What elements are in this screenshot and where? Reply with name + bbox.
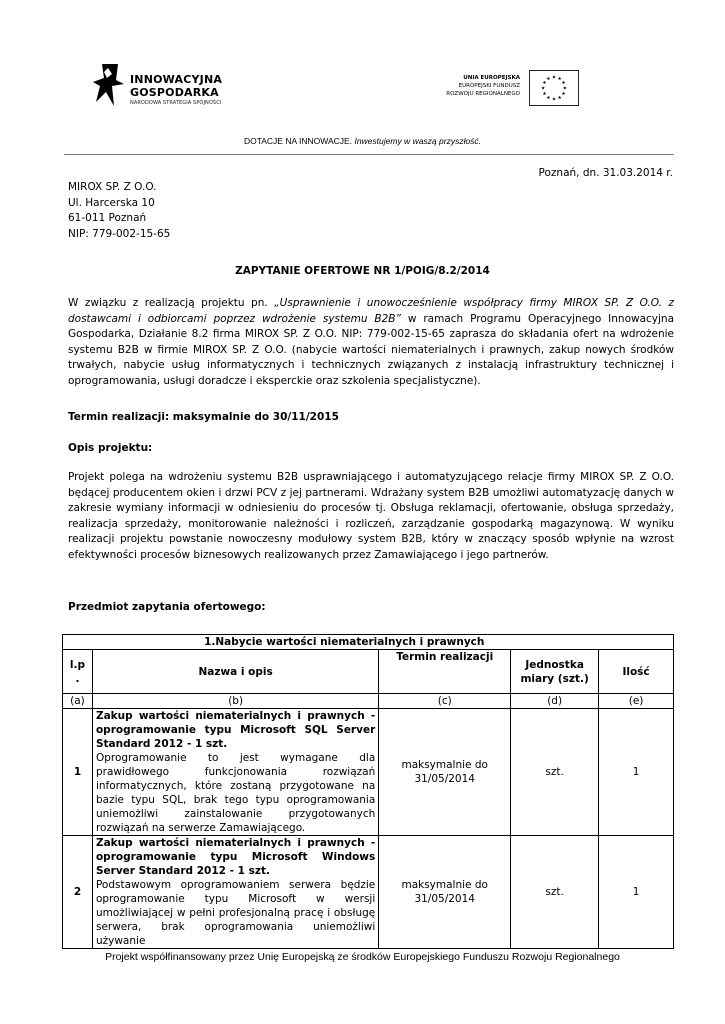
svg-text:★: ★ (546, 76, 551, 82)
row-name-cell (92, 836, 378, 949)
table-section-title: 1.Nabycie wartości niematerialnych i prawnych (92, 635, 673, 650)
svg-text:★: ★ (557, 76, 562, 82)
subject-heading: Przedmiot zapytania ofertowego: (68, 601, 266, 613)
row-lp: 1 (63, 709, 93, 836)
tagline-plain: DOTACJE NA INNOWACJE. (243, 136, 355, 146)
deadline-heading: Termin realizacji: maksymalnie do 30/11/2015 (68, 411, 339, 423)
row-title: Zakup wartości niematerialnych i prawnych - oprogramowanie typu Microsoft SQL Server Standard 2012 - 1 szt. (95, 710, 376, 750)
eu-logo-line3: ROZWOJU REGIONALNEGO (446, 91, 520, 97)
sender-street: Ul. Harcerska 10 (68, 196, 155, 209)
page-footer: Projekt współfinansowany przez Unię Europejską ze środków Europejskiego Funduszu Rozwoju Regionalnego (105, 951, 620, 963)
row-description: Oprogramowanie to jest wymagane dla prawidłowego funkcjonowania rozwiązań informatycznych, które zostaną przygotowane na bazie typu SQL, brak tego typu oprogramowania uniemożliwi zainstalowanie przygotowanych rozwiązań na serwerze Zamawiającego. (95, 752, 376, 834)
description-paragraph: Projekt polega na wdrożeniu systemu B2B usprawniającego i automatyzującego relacje firmy MIROX SP. Z O.O. będącej producentem okien i drzwi PCV z jej partnerami. Wdrażany system B2B umożliwi automatyzację danych w zakresie wymiany informacji w odniesieniu do procesów tj. Obsługa reklamacji, ofertowanie, obsługa sprzedaży, realizacja sprzedaży, monitorowanie należności i rozliczeń, zarządzanie gospodarką magazynową. W wyniku realizacji projektu powstanie nowoczesny modułowy system B2B, który w znaczący sposób wpłynie na wzrost efektywności procesów biznesowych realizowanych przez Zamawiającego i jego partnerów. (68, 471, 674, 561)
header-divider (64, 154, 674, 155)
row-unit: szt. (511, 709, 599, 836)
row-term-text: maksymalnie do 31/05/2014 (401, 759, 488, 785)
svg-text:★: ★ (541, 86, 546, 92)
intro-paragraph (68, 296, 674, 389)
svg-text:★: ★ (542, 80, 547, 86)
header-unit (511, 650, 599, 694)
eu-flag-icon (529, 70, 579, 106)
table-header-row (63, 650, 674, 694)
document-title: ZAPYTANIE OFERTOWE NR 1/POIG/8.2/2014 (235, 265, 490, 277)
eu-logo (420, 70, 580, 114)
row-lp: 2 (63, 836, 93, 949)
ig-logo-line3: NARODOWA STRATEGIA SPÓJNOŚCI (130, 100, 222, 106)
eu-logo-text (420, 74, 520, 98)
intro-project-name: „Usprawnienie i unowocześnienie współpracy firmy MIROX SP. Z O.O. z dostawcami i odbiorcami poprzez wdrożenie systemu B2B” (68, 297, 674, 325)
header-qty: Ilość (599, 650, 674, 694)
ig-logo-line1: INNOWACYJNA (130, 73, 223, 86)
sender-address (68, 180, 170, 242)
row-qty: 1 (599, 836, 674, 949)
row-term-text: maksymalnie do 31/05/2014 (401, 879, 488, 905)
header-lp-text: l.p . (69, 658, 86, 685)
header-term: Termin realizacji (379, 650, 511, 694)
svg-text:★: ★ (557, 95, 562, 101)
eu-logo-line2: EUROPEJSKI FUNDUSZ (458, 83, 520, 89)
svg-text:★: ★ (546, 95, 551, 101)
table-letters-row (63, 694, 674, 709)
svg-text:★: ★ (562, 86, 567, 92)
row-qty: 1 (599, 709, 674, 836)
row-term (379, 709, 511, 836)
header-tagline (0, 136, 725, 146)
description-heading: Opis projektu: (68, 442, 153, 454)
intro-before: W związku z realizacją projektu pn. (68, 297, 275, 309)
letter-c: (c) (379, 694, 511, 709)
letter-e: (e) (599, 694, 674, 709)
svg-text:★: ★ (551, 97, 557, 103)
intro-after: w ramach Programu Operacyjnego Innowacyjna Gospodarka, Działanie 8.2 firma MIROX SP. Z O.O. NIP: 779-002-15-65 zaprasza do składania ofert na wdrożenie systemu B2B w firmie MIROX SP. Z O.O. (nabycie wartości niematerialnych i prawnych, zakup nowych środków trwałych, nabycie usług informatycznych i technicznych związanych z instalacją infrastruktury technicznej i oprogramowania, usługi doradcze i eksperckie oraz szkolenia specjalistyczne). (68, 312, 675, 387)
header-name: Nazwa i opis (92, 650, 378, 694)
row-name-cell (92, 709, 378, 836)
row-unit: szt. (511, 836, 599, 949)
letter-a: (a) (63, 694, 93, 709)
row-term (379, 836, 511, 949)
innowacyjna-gospodarka-logo (92, 62, 242, 112)
svg-text:★: ★ (561, 92, 566, 98)
row-description: Podstawowym oprogramowaniem serwera będzie oprogramowanie typu Microsoft w wersji umożliwiającej w pełni profesjonalną pracę i obsługę serwera, brak oprogramowania uniemożliwi używanie (95, 879, 376, 947)
document-date: Poznań, dn. 31.03.2014 r. (538, 167, 673, 179)
sender-city: 61-011 Poznań (68, 212, 147, 224)
letter-d: (d) (511, 694, 599, 709)
svg-text:★: ★ (542, 92, 547, 98)
sender-nip: NIP: 779-002-15-65 (68, 227, 171, 240)
table-section-row (63, 635, 674, 650)
sender-name: MIROX SP. Z O.O. (68, 181, 157, 193)
letter-b: (b) (92, 694, 378, 709)
table-row (63, 836, 674, 949)
header-unit-text: Jednostka miary (szt.) (520, 658, 589, 685)
ig-star-icon (92, 62, 126, 108)
svg-text:★: ★ (551, 75, 557, 81)
eu-logo-line1: UNIA EUROPEJSKA (463, 75, 520, 81)
header-lp (63, 650, 93, 694)
specification-table (62, 634, 674, 949)
svg-text:★: ★ (561, 80, 566, 86)
ig-logo-line2: GOSPODARKA (130, 86, 219, 99)
row-title: Zakup wartości niematerialnych i prawnych - oprogramowanie typu Microsoft Windows Server Standard 2012 - 1 szt. (95, 837, 376, 877)
tagline-italic: Inwestujemy w waszą przyszłość. (354, 136, 482, 146)
table-row (63, 709, 674, 836)
